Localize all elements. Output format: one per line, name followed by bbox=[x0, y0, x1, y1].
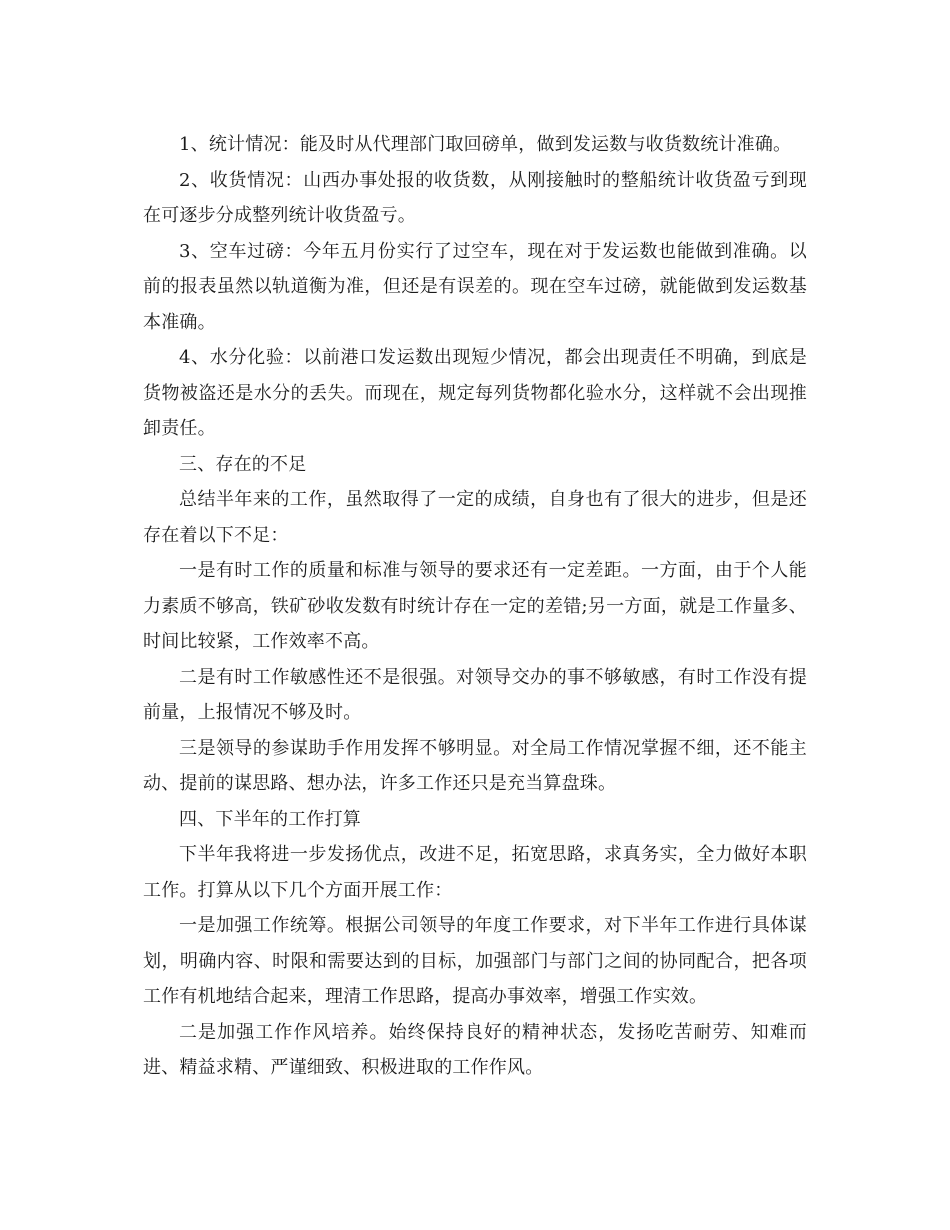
paragraph-shortcoming-2: 二是有时工作敏感性还不是很强。对领导交办的事不够敏感，有时工作没有提前量，上报情况不够及时。 bbox=[143, 666, 807, 723]
paragraph-plans-intro: 下半年我将进一步发扬优点，改进不足，拓宽思路，求真务实，全力做好本职工作。打算从以下几个方面开展工作： bbox=[143, 844, 807, 901]
paragraph-shortcomings-intro: 总结半年来的工作，虽然取得了一定的成绩，自身也有了很大的进步，但是还存在着以下不足： bbox=[143, 489, 807, 546]
document-body bbox=[143, 127, 807, 1086]
paragraph-empty-weighing: 3、空车过磅：今年五月份实行了过空车，现在对于发运数也能做到准确。以前的报表虽然以轨道衡为准，但还是有误差的。现在空车过磅，就能做到发运数基本准确。 bbox=[143, 240, 807, 333]
paragraph-receiving: 2、收货情况：山西办事处报的收货数，从刚接触时的整船统计收货盈亏到现在可逐步分成整列统计收货盈亏。 bbox=[143, 169, 807, 226]
paragraph-statistics: 1、统计情况：能及时从代理部门取回磅单，做到发运数与收货数统计准确。 bbox=[179, 134, 792, 155]
paragraph-plan-1: 一是加强工作统筹。根据公司领导的年度工作要求，对下半年工作进行具体谋划，明确内容、时限和需要达到的目标，加强部门与部门之间的协同配合，把各项工作有机地结合起来，理清工作思路，提高办事效率，增强工作实效。 bbox=[143, 915, 807, 1007]
paragraph-shortcoming-3: 三是领导的参谋助手作用发挥不够明显。对全局工作情况掌握不细，还不能主动、提前的谋思路、想办法，许多工作还只是充当算盘珠。 bbox=[143, 737, 807, 794]
section-heading-shortcomings: 三、存在的不足 bbox=[179, 453, 307, 475]
paragraph-shortcoming-1: 一是有时工作的质量和标准与领导的要求还有一定差距。一方面，由于个人能力素质不够高，铁矿砂收发数有时统计存在一定的差错;另一方面，就是工作量多、时间比较紧，工作效率不高。 bbox=[143, 560, 807, 652]
paragraph-plan-2: 二是加强工作作风培养。始终保持良好的精神状态，发扬吃苦耐劳、知难而进、精益求精、严谨细致、积极进取的工作作风。 bbox=[143, 1021, 807, 1078]
paragraph-moisture-test: 4、水分化验：以前港口发运数出现短少情况，都会出现责任不明确，到底是货物被盗还是水分的丢失。而现在，规定每列货物都化验水分，这样就不会出现推卸责任。 bbox=[143, 347, 807, 439]
section-heading-plans: 四、下半年的工作打算 bbox=[179, 808, 361, 830]
